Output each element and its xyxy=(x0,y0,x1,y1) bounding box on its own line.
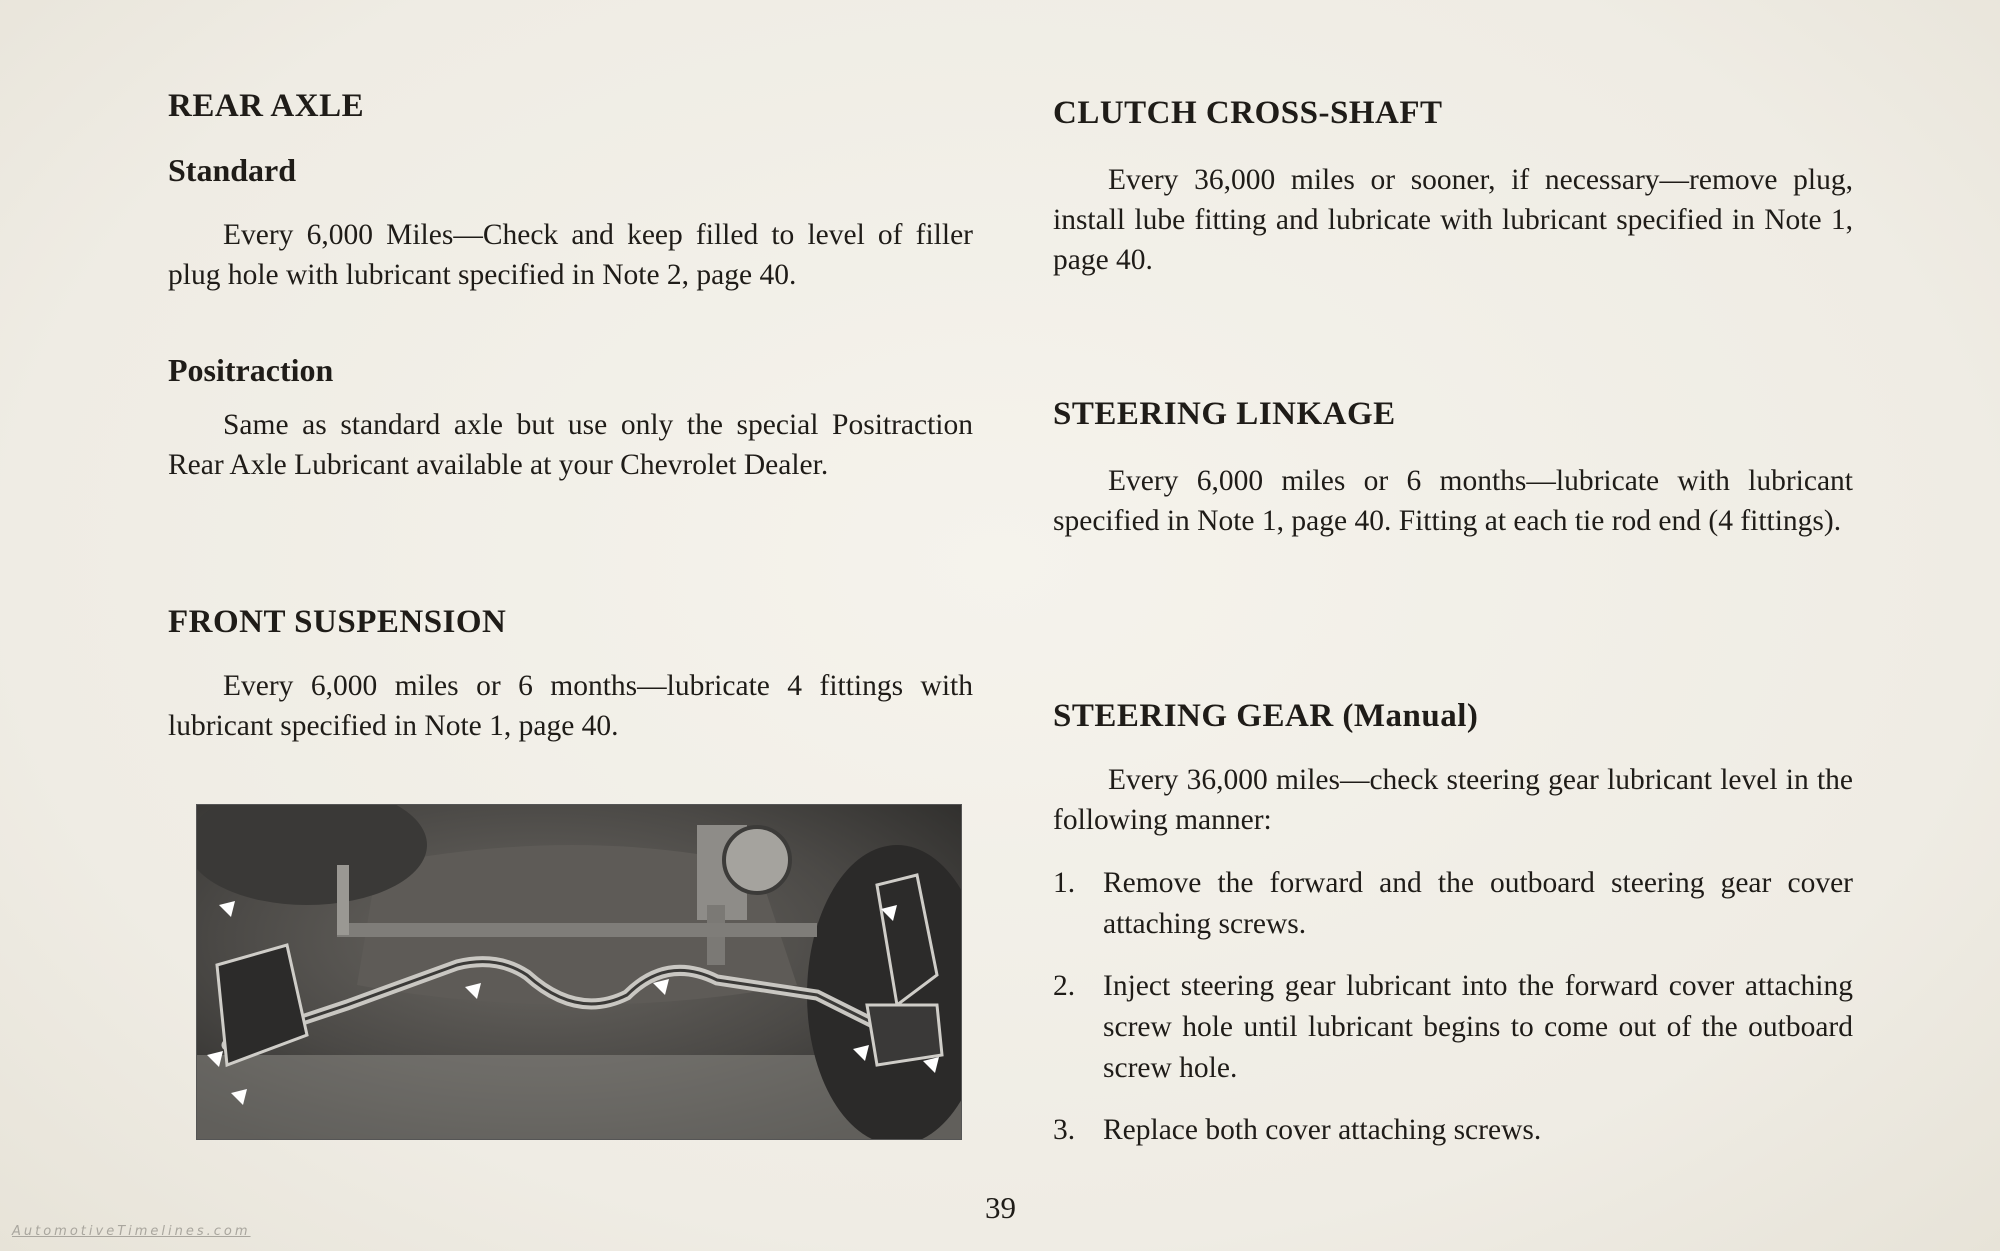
front-suspension-photo xyxy=(196,804,962,1140)
list-item-number: 1. xyxy=(1053,867,1076,899)
watermark: AutomotiveTimelines.com xyxy=(12,1224,251,1239)
steering-gear-paragraph: Every 36,000 miles—check steering gear lubricant level in the following manner: xyxy=(1053,764,1853,836)
positraction-paragraph: Same as standard axle but use only the special Positraction Rear Axle Lubricant available at your Chevrolet Dealer. xyxy=(168,409,973,481)
front-suspension-heading: FRONT SUSPENSION xyxy=(168,604,507,640)
steering-linkage-heading: STEERING LINKAGE xyxy=(1053,396,1396,432)
list-item-text: Remove the forward and the outboard steering gear cover attaching screws. xyxy=(1103,867,1853,940)
front-suspension-paragraph: Every 6,000 miles or 6 months—lubricate 4 fittings with lubricant specified in Note 1, page 40. xyxy=(168,670,973,742)
list-item-number: 2. xyxy=(1053,970,1076,1002)
standard-paragraph: Every 6,000 Miles—Check and keep filled to level of filler plug hole with lubricant specified in Note 2, page 40. xyxy=(168,219,973,291)
steering-linkage-paragraph: Every 6,000 miles or 6 months—lubricate with lubricant specified in Note 1, page 40. Fitting at each tie rod end (4 fittings). xyxy=(1053,465,1853,537)
positraction-subheading: Positraction xyxy=(168,352,334,388)
clutch-heading: CLUTCH CROSS-SHAFT xyxy=(1053,95,1443,131)
list-item-number: 3. xyxy=(1053,1114,1076,1146)
standard-subheading: Standard xyxy=(168,152,297,188)
page-number: 39 xyxy=(985,1190,1016,1225)
clutch-paragraph: Every 36,000 miles or sooner, if necessary—remove plug, install lube fitting and lubricate with lubricant specified in Note 1, page 40. xyxy=(1053,164,1853,276)
rear-axle-heading: REAR AXLE xyxy=(168,88,365,124)
list-item-text: Replace both cover attaching screws. xyxy=(1103,1114,1542,1146)
list-item-text: Inject steering gear lubricant into the forward cover attaching screw hole until lubricant begins to come out of the outboard screw hole. xyxy=(1103,970,1853,1084)
steering-gear-heading: STEERING GEAR (Manual) xyxy=(1053,698,1479,734)
